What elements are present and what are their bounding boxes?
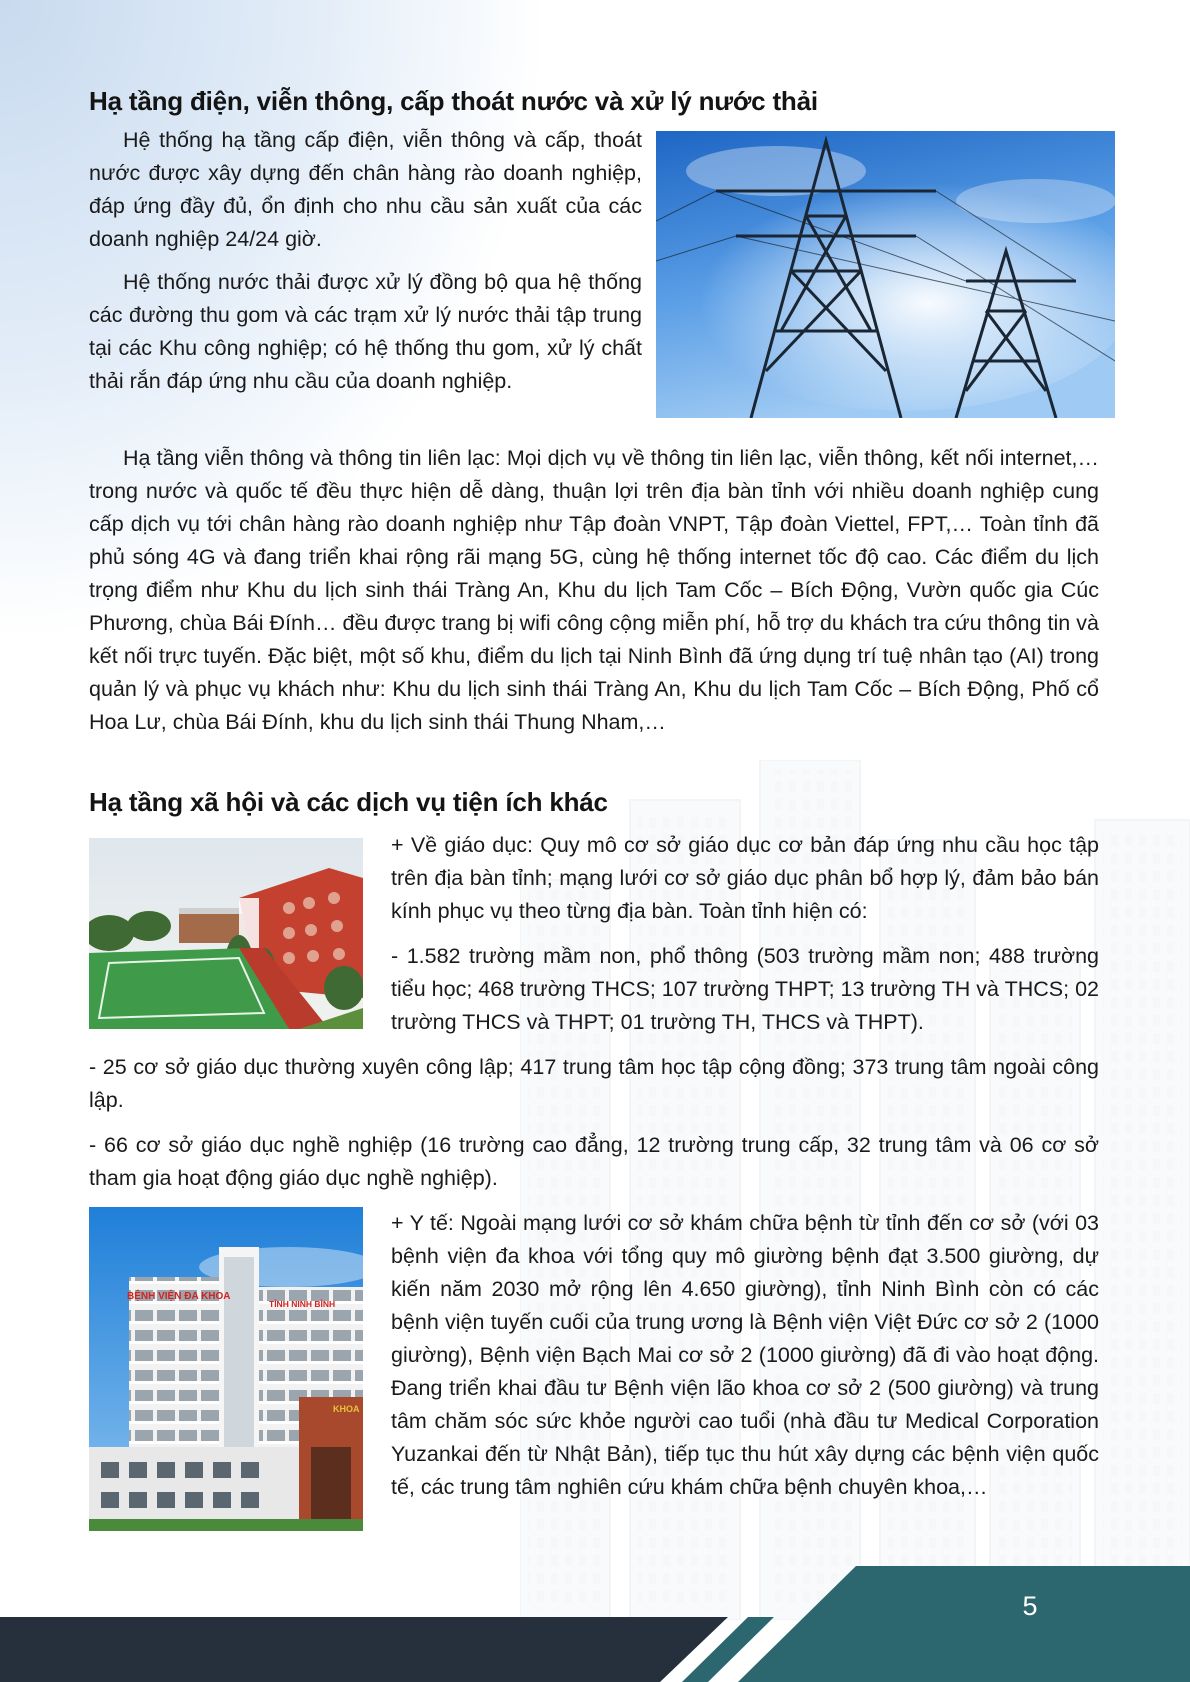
section-heading-social: Hạ tầng xã hội và các dịch vụ tiện ích khác: [89, 787, 608, 817]
paragraph-schools-count: - 1.582 trường mầm non, phổ thông (503 trường mầm non; 488 trường tiểu học; 468 trường THCS; 107 trường THPT; 13 trường TH và THCS; 02 trường THCS và THPT; 01 trường TH, THCS và THPT).: [391, 944, 1099, 1034]
section-heading-infrastructure: Hạ tầng điện, viễn thông, cấp thoát nước và xử lý nước thải: [89, 86, 818, 116]
paragraph-power-telecom: Hệ thống hạ tầng cấp điện, viễn thông và cấp, thoát nước được xây dựng đến chân hàng rào doanh nghiệp, đáp ứng đầy đủ, ổn định cho nhu cầu sản xuất của các doanh nghiệp 24/24 giờ.: [89, 128, 642, 251]
hospital-sign-right: TỈNH NINH BÌNH: [269, 1299, 336, 1309]
paragraph-education-overview: + Về giáo dục: Quy mô cơ sở giáo dục cơ bản đáp ứng nhu cầu học tập trên địa bàn tỉnh; mạng lưới cơ sở giáo dục phân bổ hợp lý, đảm bảo bán kính phục vụ theo từng địa bàn. Toàn tỉnh hiện có:: [391, 833, 1099, 923]
paragraph-wastewater: Hệ thống nước thải được xử lý đồng bộ qua hệ thống các đường thu gom và các trạm xử lý nước thải tập trung tại các Khu công nghiệp; có hệ thống thu gom, xử lý chất thải rắn đáp ứng nhu cầu của doanh nghiệp.: [89, 270, 642, 393]
hospital-sign-left: BỆNH VIỆN ĐA KHOA: [127, 1291, 231, 1302]
hospital-photo: [89, 1207, 363, 1531]
power-tower-photo: [656, 131, 1115, 418]
page-number: 5: [1022, 1591, 1038, 1621]
paragraph-vocational-education: - 66 cơ sở giáo dục nghề nghiệp (16 trường cao đẳng, 12 trường trung cấp, 32 trung tâm và 06 cơ sở tham gia hoạt động giáo dục nghề nghiệp).: [89, 1133, 1099, 1190]
school-campus-photo: [89, 838, 363, 1029]
paragraph-telecom-services: Hạ tầng viễn thông và thông tin liên lạc: Mọi dịch vụ về thông tin liên lạc, viễn thông, kết nối internet,… trong nước và quốc tế đều thực hiện dễ dàng, thuận lợi trên địa bàn tỉnh với nhiều doanh nghiệp cung cấp dịch vụ tới chân hàng rào doanh nghiệp như Tập đoàn VNPT, Tập đoàn Viettel, FPT,… Toàn tỉnh đã phủ sóng 4G và đang triển khai rộng rãi mạng 5G, cùng hệ thống internet tốc độ cao. Các điểm du lịch trọng điểm như Khu du lịch sinh thái Tràng An, Khu du lịch Tam Cốc – Bích Động, Vườn quốc gia Cúc Phương, chùa Bái Đính… đều được trang bị wifi công cộng miễn phí, hỗ trợ du khách tra cứu thông tin và kết nối trực tuyến. Đặc biệt, một số khu, điểm du lịch tại Ninh Bình đã ứng dụng trí tuệ nhân tạo (AI) trong quản lý và phục vụ khách như: Khu du lịch sinh thái Tràng An, Khu du lịch Tam Cốc – Bích Động, Phố cổ Hoa Lư, chùa Bái Đính, khu du lịch sinh thái Thung Nham,…: [89, 446, 1099, 734]
paragraph-healthcare: + Y tế: Ngoài mạng lưới cơ sở khám chữa bệnh từ tỉnh đến cơ sở (với 03 bệnh viện đa khoa với tổng quy mô giường bệnh đạt 3.500 giường, dự kiến năm 2030 mở rộng lên 4.650 giường), tỉnh Ninh Bình còn có các bệnh viện tuyến cuối của trung ương là Bệnh viện Việt Đức cơ sở 2 (1000 giường), Bệnh viện Bạch Mai cơ sở 2 (1000 giường) đã đi vào hoạt động. Đang triển khai đầu tư Bệnh viện lão khoa cơ sở 2 (500 giường) và trung tâm chăm sóc sức khỏe người cao tuổi (nhà đầu tư Medical Corporation Yuzankai đến từ Nhật Bản), tiếp tục thu hút xây dựng các bệnh viện quốc tế, các trung tâm nghiên cứu khám chữa bệnh chuyên khoa,…: [391, 1211, 1099, 1499]
hospital-sign-side: KHOA: [333, 1404, 360, 1414]
paragraph-continuing-education: - 25 cơ sở giáo dục thường xuyên công lập; 417 trung tâm học tập cộng đồng; 373 trung tâm ngoài công lập.: [89, 1055, 1099, 1112]
